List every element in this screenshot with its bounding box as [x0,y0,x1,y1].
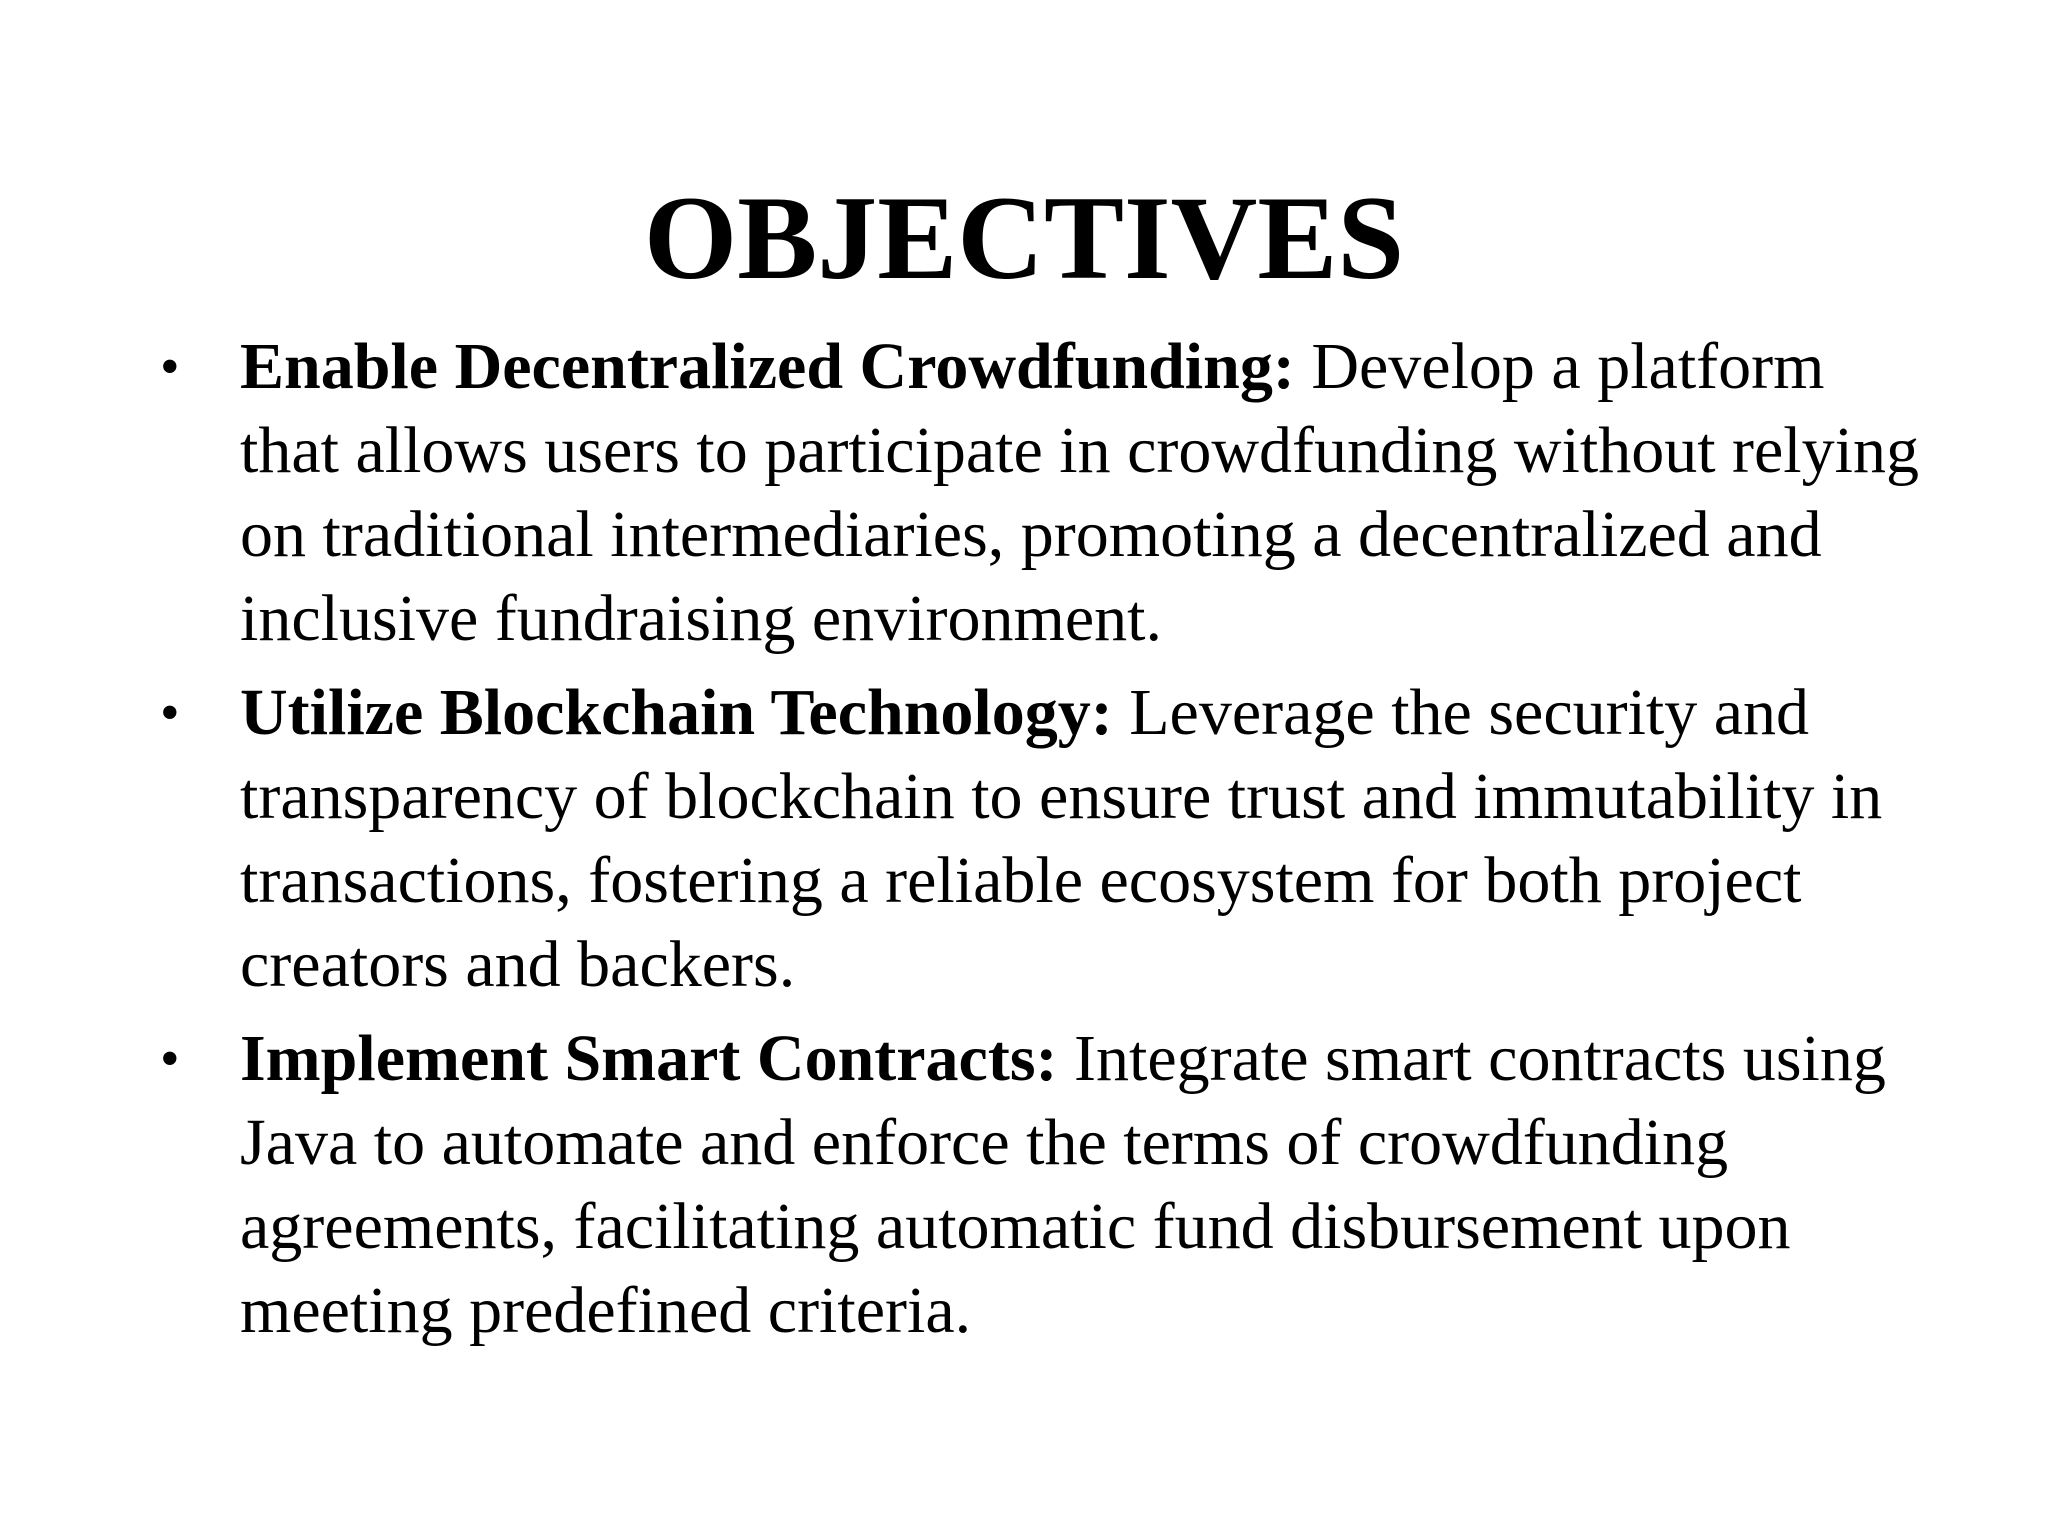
objective-heading: Enable Decentralized Crowdfunding: [240,330,1295,403]
list-item [160,671,1920,1007]
objective-text: Integrate smart contracts using Java to automate and enforce the terms of crowdfunding agreements, facilitating automatic fund disbursement upon meeting predefined criteria. [240,1022,1886,1347]
bullet-icon: • [160,1028,180,1090]
bullet-icon: • [160,682,180,744]
objective-text: Leverage the security and transparency of blockchain to ensure trust and immutability in transactions, fostering a reliable ecosystem for both project creators and backers. [240,676,1883,1001]
bullet-icon: • [160,336,180,398]
objective-heading: Utilize Blockchain Technology: [240,676,1113,749]
slide-title: OBJECTIVES [643,171,1405,305]
objective-heading: Implement Smart Contracts: [240,1022,1058,1095]
objective-text: Develop a platform that allows users to participate in crowdfunding without relying on traditional intermediaries, promoting a decentralized and inclusive fundraising environment. [240,330,1919,655]
list-item [160,325,1920,661]
list-item [160,1017,1920,1353]
objectives-list [160,325,1920,1363]
